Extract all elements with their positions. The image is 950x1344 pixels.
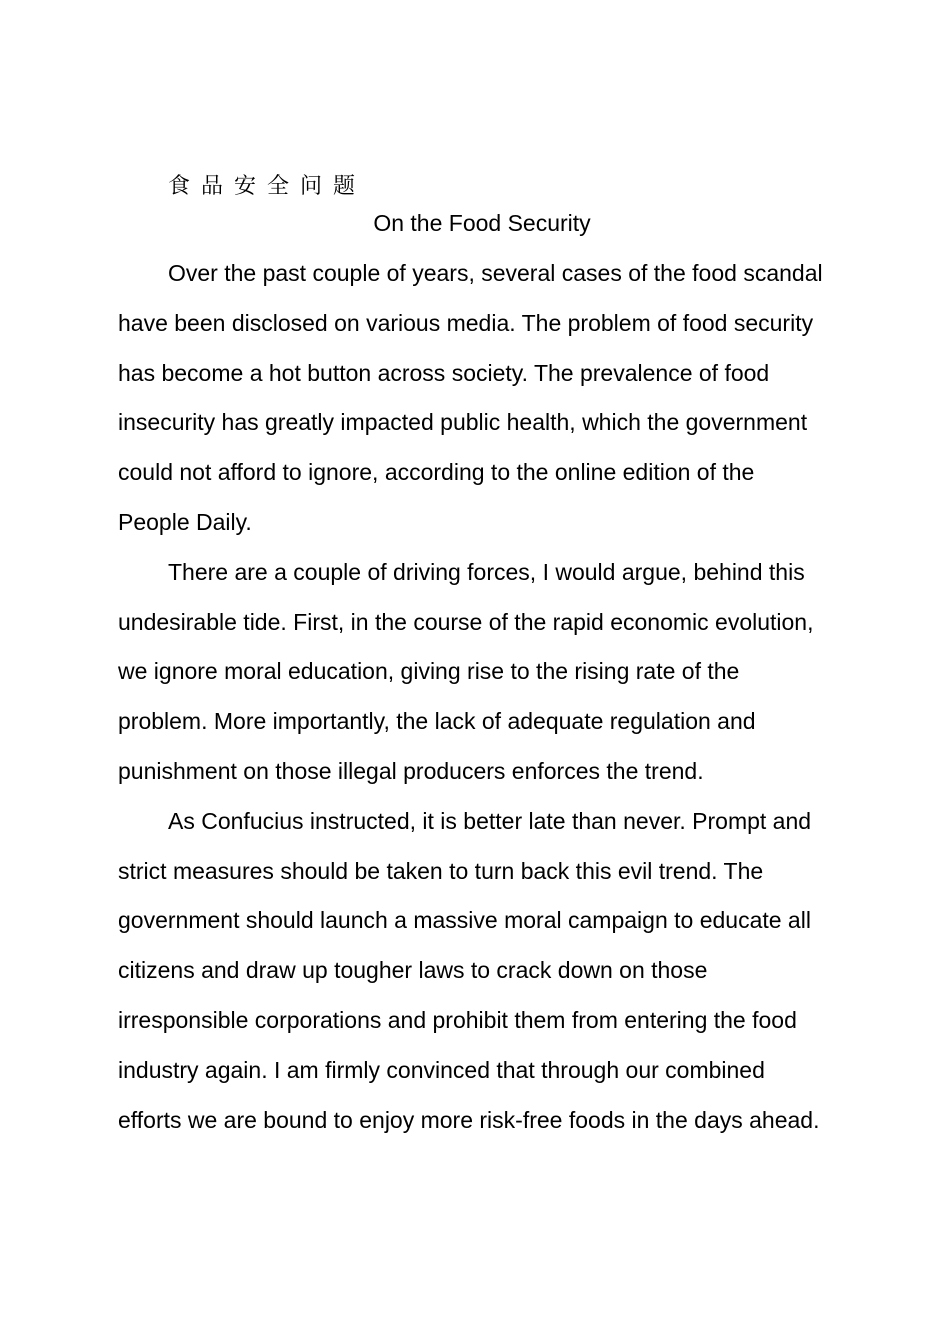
- text-line: As Confucius instructed, it is better late than never. Prompt and: [168, 807, 812, 834]
- text-line: problem. More importantly, the lack of adequate regulation and: [118, 708, 756, 735]
- text-line: has become a hot button across society. The prevalence of food: [118, 359, 770, 386]
- text-line: undesirable tide. First, in the course of the rapid economic evolution,: [118, 608, 814, 635]
- essay-body: [118, 249, 858, 1145]
- text-line: efforts we are bound to enjoy more risk-free foods in the days ahead.: [118, 1106, 820, 1133]
- paragraph-2: [118, 548, 858, 797]
- text-line: strict measures should be taken to turn back this evil trend. The: [118, 857, 764, 884]
- chinese-title: 食品安全问题: [168, 174, 367, 199]
- english-title: On the Food Security: [373, 210, 591, 236]
- text-line: People Daily.: [118, 508, 252, 535]
- text-line: irresponsible corporations and prohibit them from entering the food: [118, 1006, 797, 1033]
- text-line: have been disclosed on various media. The problem of food security: [118, 309, 814, 336]
- paragraph-1: [118, 249, 858, 548]
- text-line: citizens and draw up tougher laws to crack down on those: [118, 957, 708, 984]
- text-line: we ignore moral education, giving rise to the rising rate of the: [118, 658, 740, 685]
- text-line: Over the past couple of years, several cases of the food scandal: [168, 260, 823, 286]
- text-line: government should launch a massive moral campaign to educate all: [118, 907, 811, 934]
- paragraph-3: [118, 797, 858, 1146]
- text-line: industry again. I am firmly convinced that through our combined: [118, 1056, 765, 1083]
- text-line: insecurity has greatly impacted public health, which the government: [118, 409, 808, 436]
- text-line: could not afford to ignore, according to the online edition of the: [118, 459, 755, 486]
- text-line: punishment on those illegal producers enforces the trend.: [118, 757, 704, 784]
- text-line: There are a couple of driving forces, I would argue, behind this: [168, 558, 805, 585]
